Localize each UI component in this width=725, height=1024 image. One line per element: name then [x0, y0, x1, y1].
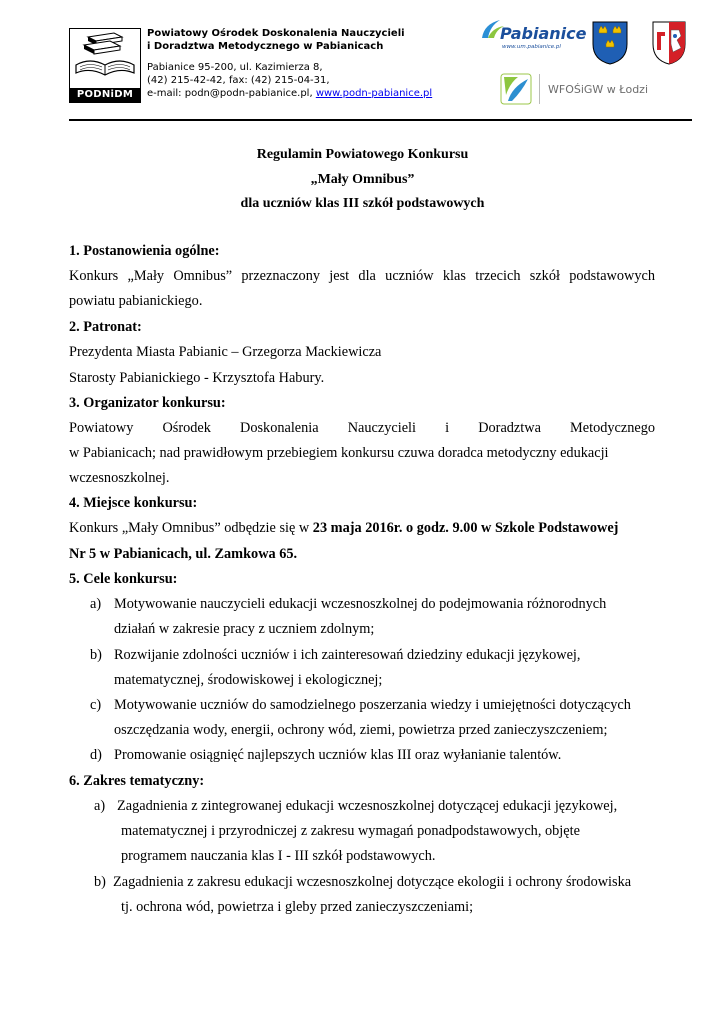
section-6-heading: 6. Zakres tematyczny:	[69, 773, 205, 789]
pabianice-logo-url: www.um.pabianice.pl	[502, 44, 561, 50]
organizer-line-2: w Pabianicach; nad prawidłowym przebiegiem konkursu czuwa doradca metodyczny edukacji	[69, 445, 609, 461]
section-3-heading: 3. Organizator konkursu:	[69, 395, 226, 411]
topic-b-line-2: tj. ochrona wód, powietrza i gleby przed zanieczyszczeniami;	[121, 899, 474, 915]
goal-b-line-2: matematycznej, środowiskowej i ekologicznej;	[114, 672, 383, 688]
topic-a-marker: a)	[94, 798, 106, 814]
email-text: e-mail: podn@podn-pabianice.pl,	[147, 88, 316, 99]
section-2-heading: 2. Patronat:	[69, 319, 142, 335]
section-1-heading: 1. Postanowienia ogólne:	[69, 243, 220, 259]
wfos-divider	[539, 74, 540, 104]
venue-line-1	[69, 519, 618, 537]
document-title-line-3: dla uczniów klas III szkół podstawowych	[240, 196, 485, 211]
goal-a-marker: a)	[90, 596, 102, 612]
goal-c-line-1: Motywowanie uczniów do samodzielnego poszerzania wiedzy i umiejętności dotyczących	[114, 697, 631, 713]
topic-b-marker: b)	[94, 874, 106, 890]
email-line	[147, 87, 432, 100]
logo-label: PODNiDM	[70, 88, 140, 102]
patron-line-1: Prezydenta Miasta Pabianic – Grzegorza Mackiewicza	[69, 344, 382, 360]
podn-logo	[69, 28, 141, 103]
goal-a-line-1: Motywowanie nauczycieli edukacji wczesnoszkolnej do podejmowania różnorodnych	[114, 596, 607, 612]
goal-b-line-1: Rozwijanie zdolności uczniów i ich zainteresowań dziedziny edukacji językowej,	[114, 647, 581, 663]
patron-line-2: Starosty Pabianickiego - Krzysztofa Habury.	[69, 370, 325, 386]
topic-a-line-3: programem nauczania klas I - III szkół podstawowych.	[121, 848, 436, 864]
goal-d-line-1: Promowanie osiągnięć najlepszych uczniów klas III oraz wyłanianie talentów.	[114, 747, 562, 763]
organization-contact	[147, 61, 432, 100]
goal-c-line-2: oszczędzania wody, energii, ochrony wód, ziemi, powietrza przed zanieczyszczeniem;	[114, 722, 608, 738]
goal-d-marker: d)	[90, 747, 102, 763]
section-1-text-line-1: Konkurs „Mały Omnibus” przeznaczony jest dla uczniów klas trzecich szkół podstawowych	[69, 268, 655, 284]
venue-line-2: Nr 5 w Pabianicach, ul. Zamkowa 65.	[69, 546, 298, 562]
goal-b-marker: b)	[90, 647, 102, 663]
pabianice-logo-text: Pabianice	[500, 24, 587, 43]
wfos-logo-text: WFOŚiGW w Łodzi	[548, 83, 649, 96]
goal-a-line-2: działań w zakresie pracy z uczniem zdolnym;	[114, 621, 375, 637]
document-title-line-1: Regulamin Powiatowego Konkursu	[256, 147, 469, 162]
venue-text: Konkurs „Mały Omnibus” odbędzie się w	[69, 520, 313, 536]
wfos-logo	[498, 72, 668, 108]
website-link[interactable]: www.podn-pabianice.pl	[315, 88, 433, 99]
county-coat-of-arms-icon	[591, 20, 629, 66]
topic-a-line-1: Zagadnienia z zintegrowanej edukacji wczesnoszkolnej dotyczącej edukacji językowej,	[117, 798, 618, 814]
document-title-line-2: „Mały Omnibus”	[310, 172, 415, 187]
goal-c-marker: c)	[90, 697, 102, 713]
section-1-text-line-2: powiatu pabianickiego.	[69, 293, 203, 309]
org-line-1: Powiatowy Ośrodek Doskonalenia Nauczycieli	[147, 28, 405, 39]
organizer-line-1: Powiatowy Ośrodek Doskonalenia Nauczycieli i Doradztwa Metodycznego	[69, 420, 655, 436]
header-divider	[69, 119, 692, 121]
pabianice-logo	[478, 14, 587, 56]
address-line: Pabianice 95-200, ul. Kazimierza 8,	[147, 62, 323, 73]
phone-line: (42) 215-42-42, fax: (42) 215-04-31,	[147, 75, 330, 86]
org-line-2: i Doradztwa Metodycznego w Pabianicach	[147, 41, 384, 52]
wfos-leaf-icon	[500, 73, 532, 105]
organization-name	[147, 27, 405, 53]
city-coat-of-arms-icon	[651, 20, 687, 66]
section-5-heading: 5. Cele konkursu:	[69, 571, 178, 587]
book-logo-icon	[70, 29, 140, 89]
topic-b-line-1: Zagadnienia z zakresu edukacji wczesnoszkolnej dotyczące ekologii i ochrony środowiska	[113, 874, 632, 890]
section-4-heading: 4. Miejsce konkursu:	[69, 495, 198, 511]
venue-date-time: 23 maja 2016r. o godz. 9.00 w Szkole Podstawowej	[312, 520, 619, 536]
organizer-line-3: wczesnoszkolnej.	[69, 470, 170, 486]
topic-a-line-2: matematycznej i przyrodniczej z zakresu wymagań ponadpodstawowych, objęte	[121, 823, 580, 839]
